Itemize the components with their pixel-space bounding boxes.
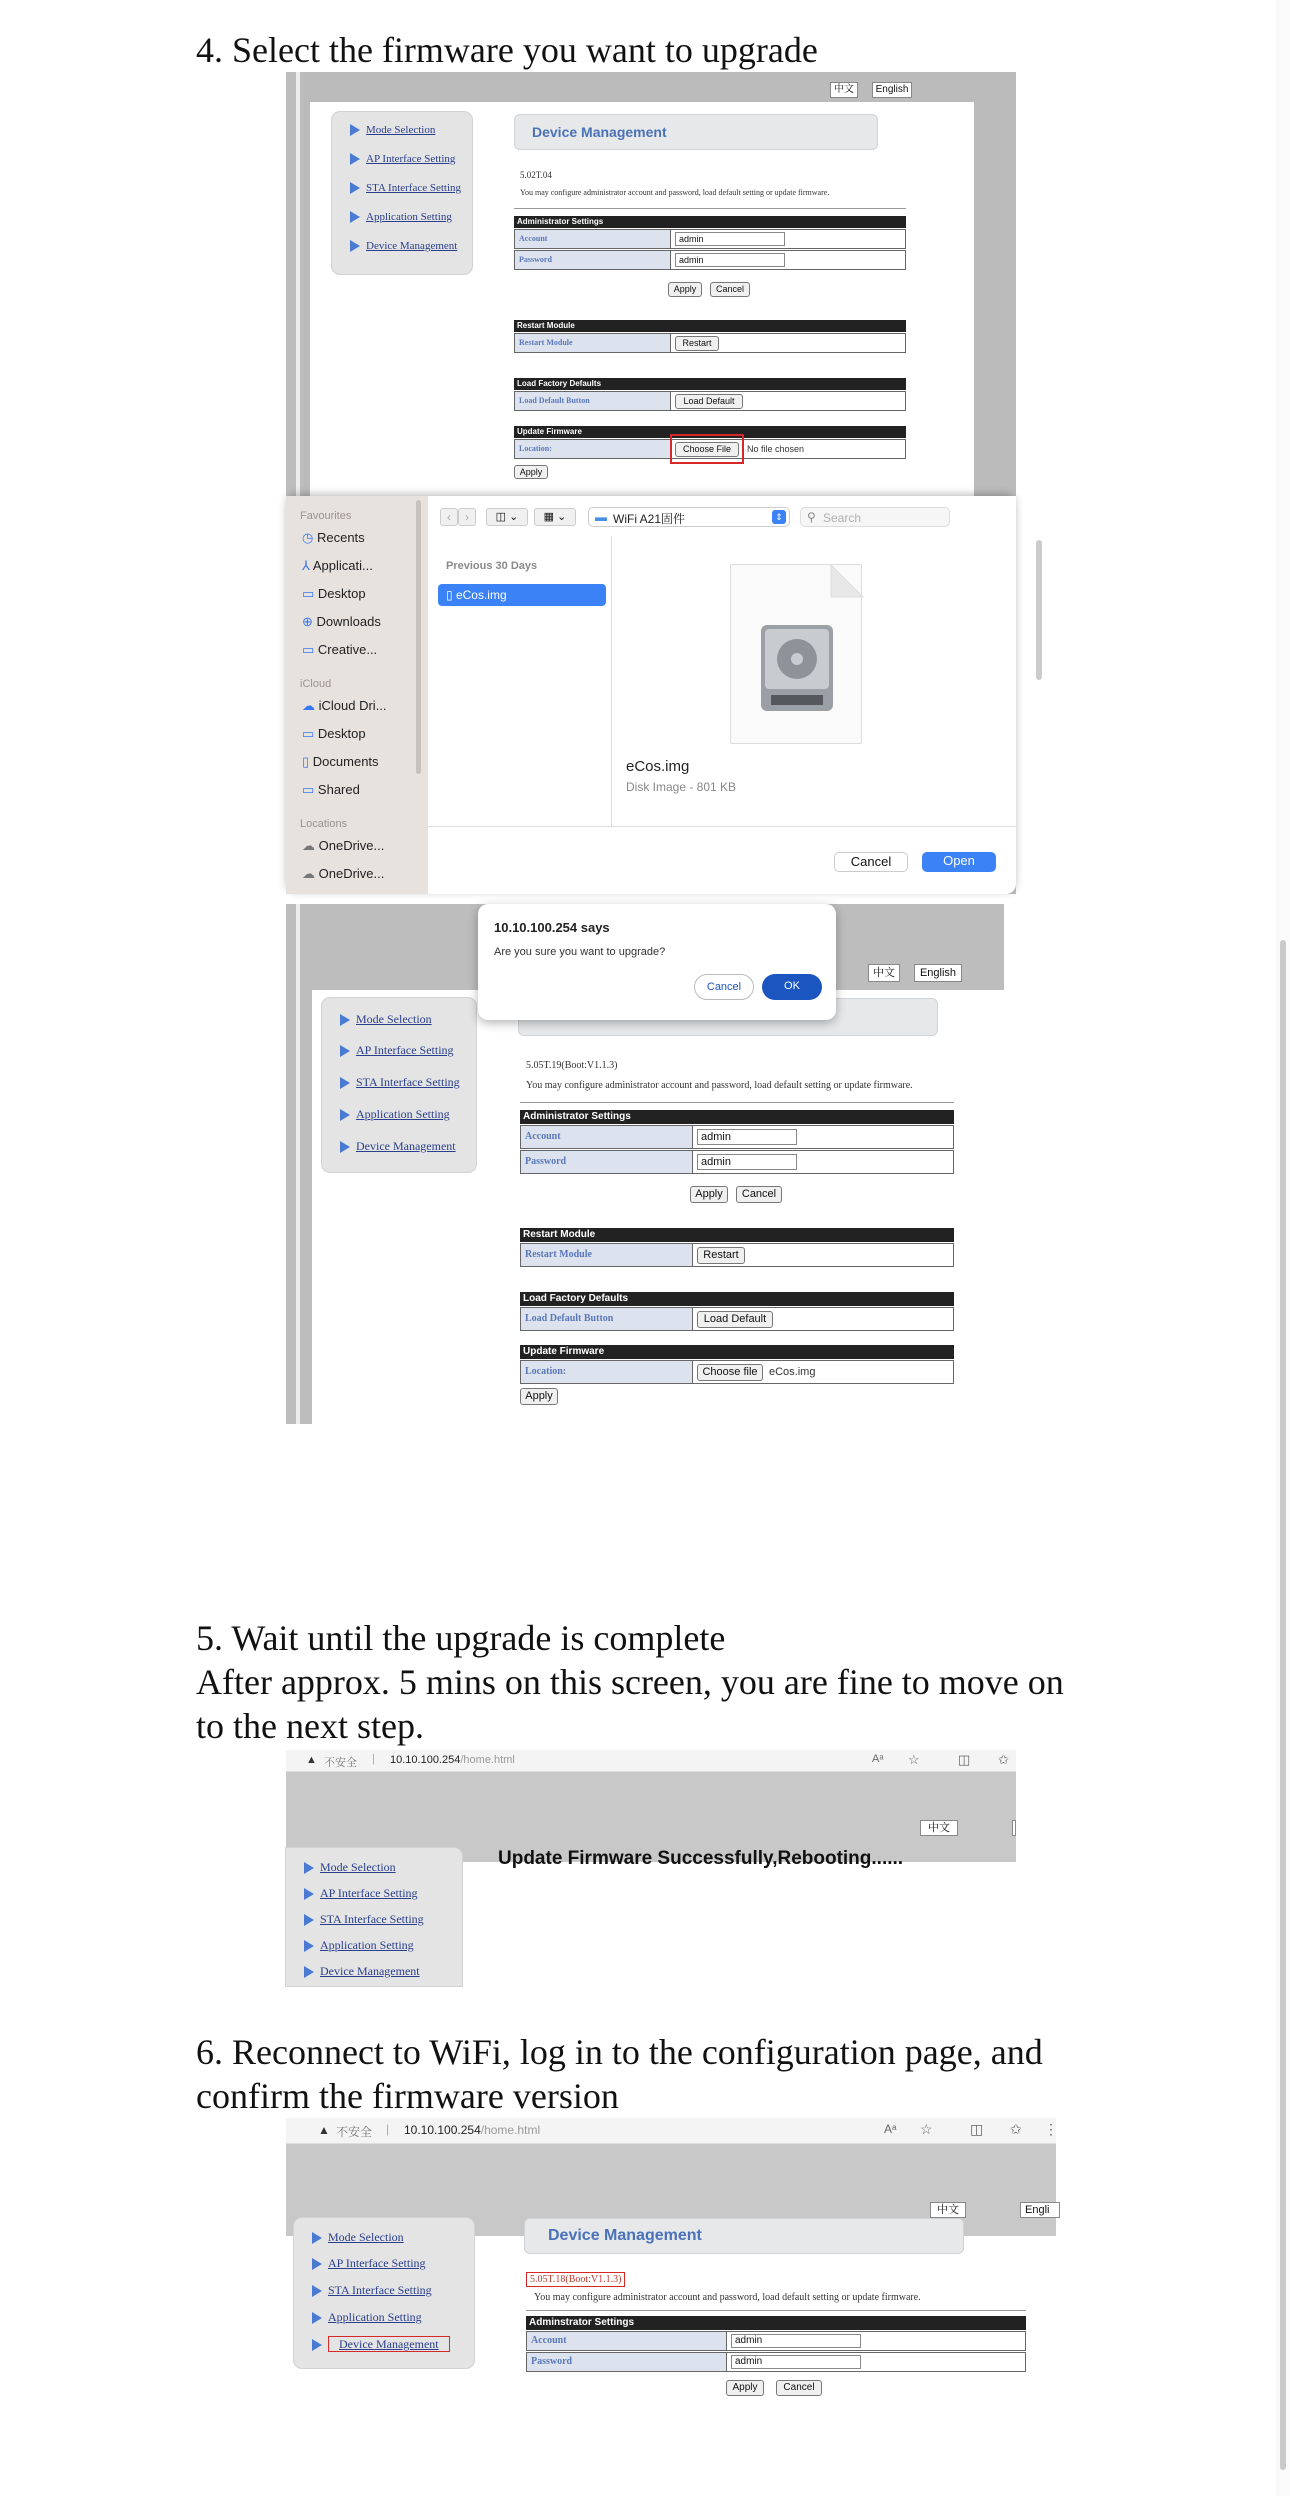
warning-icon: ▲: [318, 2123, 330, 2137]
side-menu: [322, 998, 476, 1172]
arrow-right-icon: [350, 211, 360, 223]
address-bar[interactable]: [286, 2118, 1056, 2144]
arrow-right-icon: [304, 1940, 314, 1952]
factory-header: Load Factory Defaults: [520, 1292, 954, 1306]
side-menu: [286, 1848, 462, 1986]
chevron-left-icon: ‹: [447, 510, 451, 524]
arrow-right-icon: [350, 153, 360, 165]
arrow-right-icon: [340, 1014, 350, 1026]
restart-label: Restart Module: [521, 1244, 693, 1266]
restart-button[interactable]: Restart: [697, 1247, 745, 1264]
view-grid-button[interactable]: [534, 508, 576, 526]
menu-ap-interface[interactable]: AP Interface Setting: [312, 2256, 426, 2271]
sidebar-recents[interactable]: ◷ Recents: [302, 530, 365, 545]
cloud-icon: ☁: [302, 866, 315, 881]
apply-button[interactable]: Apply: [726, 2380, 764, 2396]
password-row: [520, 1150, 954, 1174]
sidebar-onedrive-1[interactable]: ☁ OneDrive...: [302, 838, 385, 853]
step5-note-line1: After approx. 5 mins on this screen, you are fine to move on: [196, 1662, 1064, 1702]
picker-cancel-button[interactable]: Cancel: [834, 852, 908, 872]
password-label: Password: [527, 2353, 727, 2371]
password-label: Password: [515, 251, 671, 269]
locations-label: Locations: [300, 818, 348, 830]
menu-sta-interface[interactable]: STA Interface Setting: [340, 1075, 460, 1090]
page-description: You may configure administrator account and password, load default setting or update firmware.: [520, 188, 830, 197]
firmware-header: Update Firmware: [520, 1345, 954, 1359]
read-aloud-icon[interactable]: Aᵃ: [884, 2122, 897, 2136]
apply-firmware-button[interactable]: Apply: [514, 465, 548, 479]
load-default-button[interactable]: Load Default: [697, 1311, 773, 1328]
menu-application-setting[interactable]: Application Setting: [304, 1938, 414, 1953]
lang-en-button[interactable]: English: [914, 964, 962, 982]
folder-icon: ▬: [595, 510, 607, 524]
restart-label: Restart Module: [515, 334, 671, 352]
back-button[interactable]: [440, 508, 458, 526]
firmware-version-highlighted: 5.05T.18(Boot:V1.1.3): [526, 2272, 625, 2287]
split-view-icon[interactable]: ◫: [970, 2121, 984, 2137]
columns-icon: ◫ ⌄: [495, 511, 519, 523]
account-label: Account: [527, 2332, 727, 2350]
search-placeholder: Search: [823, 511, 862, 525]
reboot-message: Update Firmware Successfully,Rebooting......: [498, 1848, 904, 1869]
account-input[interactable]: admin: [675, 232, 785, 246]
restart-button[interactable]: Restart: [675, 336, 719, 351]
firmware-version: 5.02T.04: [520, 170, 552, 180]
picker-sidebar: [286, 496, 428, 894]
account-row: [526, 2331, 1026, 2351]
default-row: [514, 391, 906, 411]
load-default-button[interactable]: Load Default: [675, 394, 743, 409]
menu-ap-interface[interactable]: AP Interface Setting: [350, 153, 455, 165]
arrow-right-icon: [340, 1109, 350, 1121]
account-label: Account: [515, 230, 671, 248]
menu-mode-selection[interactable]: Mode Selection: [340, 1012, 432, 1027]
account-row: [514, 229, 906, 249]
arrow-right-icon: [312, 2232, 322, 2244]
step4-heading: 4. Select the firmware you want to upgrade: [196, 30, 818, 70]
read-aloud-icon[interactable]: Aᵃ: [872, 1753, 884, 1765]
cancel-button[interactable]: Cancel: [736, 1186, 782, 1203]
sidebar-creative[interactable]: ▭ Creative...: [302, 642, 378, 657]
selected-file-row[interactable]: ▯ eCos.img: [438, 584, 606, 606]
insecure-label: 不安全: [324, 1757, 357, 1769]
preview-pane: [612, 536, 1016, 826]
menu-mode-selection[interactable]: Mode Selection: [304, 1860, 396, 1875]
lang-en-button[interactable]: English: [872, 82, 912, 98]
password-row: [526, 2352, 1026, 2372]
grid-icon: ▦ ⌄: [543, 511, 567, 523]
side-menu: [332, 112, 472, 274]
menu-sta-interface[interactable]: STA Interface Setting: [312, 2283, 432, 2298]
menu-ap-interface[interactable]: AP Interface Setting: [340, 1043, 454, 1058]
view-columns-button[interactable]: [486, 508, 528, 526]
chevron-right-icon: ›: [465, 510, 469, 524]
default-label: Load Default Button: [521, 1308, 693, 1330]
address-bar[interactable]: [286, 1750, 1016, 1772]
picker-open-button[interactable]: Open: [922, 852, 996, 872]
page-scrollbar[interactable]: [1276, 0, 1290, 2496]
restart-row: [514, 333, 906, 353]
password-label: Password: [521, 1151, 693, 1173]
arrow-right-icon: [304, 1914, 314, 1926]
location-label: Location:: [515, 440, 671, 458]
url: 10.10.100.254/home.html: [404, 2123, 541, 2137]
location-row: [520, 1360, 954, 1384]
firmware-header: Update Firmware: [514, 426, 906, 438]
arrow-right-icon: [304, 1862, 314, 1874]
location-label: Location:: [521, 1361, 693, 1383]
folder-icon: ▭: [302, 642, 315, 657]
menu-mode-selection[interactable]: Mode Selection: [312, 2230, 404, 2245]
document-icon: ▯: [302, 754, 310, 769]
password-input[interactable]: admin: [675, 253, 785, 267]
account-input[interactable]: admin: [731, 2334, 861, 2348]
sidebar-documents[interactable]: ▯ Documents: [302, 754, 379, 769]
password-row: [514, 250, 906, 270]
arrow-right-icon: [312, 2312, 322, 2324]
desktop-icon: ▭: [302, 726, 315, 741]
arrow-right-icon: [340, 1141, 350, 1153]
arrow-right-icon: [312, 2339, 322, 2351]
page-description: You may configure administrator account and password, load default setting or update firmware.: [526, 1080, 913, 1091]
lang-cn-button[interactable]: 中文: [868, 964, 900, 982]
forward-button[interactable]: [458, 508, 476, 526]
no-file-text: No file chosen: [747, 444, 805, 454]
apps-icon: ⅄: [302, 558, 310, 573]
account-label: Account: [521, 1126, 693, 1148]
highlight-box: [670, 434, 744, 464]
favorites-icon[interactable]: ✩: [1010, 2121, 1022, 2137]
sidebar-applications[interactable]: ⅄ Applicati...: [302, 558, 373, 573]
star-icon[interactable]: ☆: [920, 2121, 933, 2137]
split-view-icon[interactable]: ◫: [958, 1752, 971, 1767]
menu-mode-selection[interactable]: Mode Selection: [350, 124, 435, 136]
admin-settings-header: Administrator Settings: [514, 216, 906, 228]
sidebar-icloud-drive[interactable]: ☁ iCloud Dri...: [302, 698, 387, 713]
menu-application-setting[interactable]: Application Setting: [312, 2310, 422, 2325]
separator: |: [372, 1753, 375, 1765]
menu-application-setting[interactable]: Application Setting: [340, 1107, 450, 1122]
arrow-right-icon: [312, 2285, 322, 2297]
password-input[interactable]: admin: [697, 1154, 797, 1170]
confirm-dialog: [478, 904, 836, 1020]
preview-file-info: Disk Image - 801 KB: [626, 780, 737, 794]
location-row: [514, 439, 906, 459]
separator: |: [386, 2122, 390, 2136]
arrow-right-icon: [350, 240, 360, 252]
arrow-right-icon: [304, 1966, 314, 1978]
page-title: Device Management: [524, 2218, 964, 2254]
file-picker-dialog: [286, 496, 1016, 894]
arrow-right-icon: [340, 1077, 350, 1089]
menu-device-management[interactable]: Device Management: [312, 2337, 450, 2352]
arrow-right-icon: [312, 2258, 322, 2270]
admin-settings-header: Administrator Settings: [520, 1110, 954, 1124]
arrow-right-icon: [350, 124, 360, 136]
search-icon: ⚲: [807, 510, 816, 524]
menu-device-management[interactable]: Device Management: [340, 1139, 456, 1154]
menu-ap-interface[interactable]: AP Interface Setting: [304, 1886, 418, 1901]
previous-30-days-label: Previous 30 Days: [446, 560, 538, 572]
sidebar-downloads[interactable]: ⊕ Downloads: [302, 614, 381, 629]
dialog-ok-button[interactable]: OK: [762, 974, 822, 1000]
apply-button[interactable]: Apply: [690, 1186, 728, 1203]
screenshot-file-picker: [286, 72, 1016, 894]
password-input[interactable]: admin: [731, 2355, 861, 2369]
more-icon[interactable]: ⋮: [1044, 2121, 1058, 2137]
shared-folder-icon: ▭: [302, 782, 315, 797]
screenshot-confirm-upgrade: [286, 904, 1004, 1424]
icloud-label: iCloud: [300, 678, 332, 690]
account-row: [520, 1125, 954, 1149]
cancel-button[interactable]: Cancel: [710, 282, 750, 297]
menu-device-management[interactable]: Device Management: [350, 240, 457, 252]
folder-name: WiFi A21固件: [613, 512, 686, 526]
screenshot-rebooting: [286, 1750, 1016, 1986]
lang-cn-button[interactable]: 中文: [920, 1820, 958, 1836]
cloud-icon: ☁: [302, 698, 315, 713]
desktop-icon: ▭: [302, 586, 315, 601]
favourites-label: Favourites: [300, 510, 352, 522]
restart-header: Restart Module: [514, 320, 906, 332]
restart-row: [520, 1243, 954, 1267]
dialog-message: Are you sure you want to upgrade?: [494, 946, 666, 958]
dialog-cancel-button[interactable]: Cancel: [694, 974, 754, 1000]
insecure-label: 不安全: [336, 2125, 373, 2139]
lang-en-button[interactable]: Engli: [1020, 2202, 1060, 2218]
favorites-icon[interactable]: ✩: [998, 1752, 1009, 1767]
clock-icon: ◷: [302, 530, 314, 545]
side-menu: [294, 2218, 474, 2368]
firmware-version: 5.05T.19(Boot:V1.1.3): [526, 1060, 618, 1071]
screenshot-confirm-version: [286, 2118, 1056, 2408]
search-field[interactable]: [800, 507, 950, 527]
step5-heading: 5. Wait until the upgrade is complete: [196, 1618, 726, 1658]
menu-sta-interface[interactable]: STA Interface Setting: [350, 182, 461, 194]
apply-button[interactable]: Apply: [668, 282, 702, 297]
default-row: [520, 1307, 954, 1331]
cloud-icon: ☁: [302, 838, 315, 853]
chosen-file-text: eCos.img: [769, 1366, 816, 1378]
lang-cn-button[interactable]: 中文: [830, 82, 858, 98]
step6-heading-line1: 6. Reconnect to WiFi, log in to the configuration page, and: [196, 2032, 1043, 2072]
menu-sta-interface[interactable]: STA Interface Setting: [304, 1912, 424, 1927]
restart-header: Restart Module: [520, 1228, 954, 1242]
folder-dropdown[interactable]: [588, 507, 790, 527]
warning-icon: ▲: [306, 1754, 317, 1766]
star-icon[interactable]: ☆: [908, 1752, 920, 1767]
choose-file-button[interactable]: Choose file: [697, 1364, 763, 1381]
default-label: Load Default Button: [515, 392, 671, 410]
arrow-right-icon: [304, 1888, 314, 1900]
file-list: [428, 536, 612, 826]
arrow-right-icon: [350, 182, 360, 194]
step6-heading-line2: confirm the firmware version: [196, 2076, 619, 2116]
page-description: You may configure administrator account and password, load default setting or update firmware.: [534, 2292, 921, 2303]
page-title: Device Management: [514, 114, 878, 150]
updown-icon: ⇕: [772, 510, 786, 524]
choose-file-button[interactable]: Choose File: [675, 442, 739, 457]
disk-image-icon: [730, 564, 862, 744]
url: 10.10.100.254/home.html: [390, 1754, 515, 1766]
preview-file-name: eCos.img: [626, 758, 690, 775]
sidebar-shared[interactable]: ▭ Shared: [302, 782, 360, 797]
picker-toolbar: [428, 496, 1016, 536]
sidebar-onedrive-2[interactable]: ☁ OneDrive...: [302, 866, 385, 881]
download-icon: ⊕: [302, 614, 313, 629]
step5-note-line2: to the next step.: [196, 1706, 424, 1746]
sidebar-icloud-desktop[interactable]: ▭ Desktop: [302, 726, 366, 741]
factory-header: Load Factory Defaults: [514, 378, 906, 390]
apply-firmware-button[interactable]: Apply: [520, 1388, 558, 1405]
arrow-right-icon: [340, 1045, 350, 1057]
menu-device-management[interactable]: Device Management: [304, 1964, 420, 1979]
file-icon: ▯: [446, 588, 453, 602]
lang-cn-button[interactable]: 中文: [930, 2202, 966, 2218]
scrollbar-thumb[interactable]: [1280, 940, 1286, 2470]
admin-settings-header: Adminstrator Settings: [526, 2316, 1026, 2330]
sidebar-desktop[interactable]: ▭ Desktop: [302, 586, 366, 601]
cancel-button[interactable]: Cancel: [776, 2380, 822, 2396]
dialog-title: 10.10.100.254 says: [494, 920, 610, 935]
menu-application-setting[interactable]: Application Setting: [350, 211, 452, 223]
account-input[interactable]: admin: [697, 1129, 797, 1145]
